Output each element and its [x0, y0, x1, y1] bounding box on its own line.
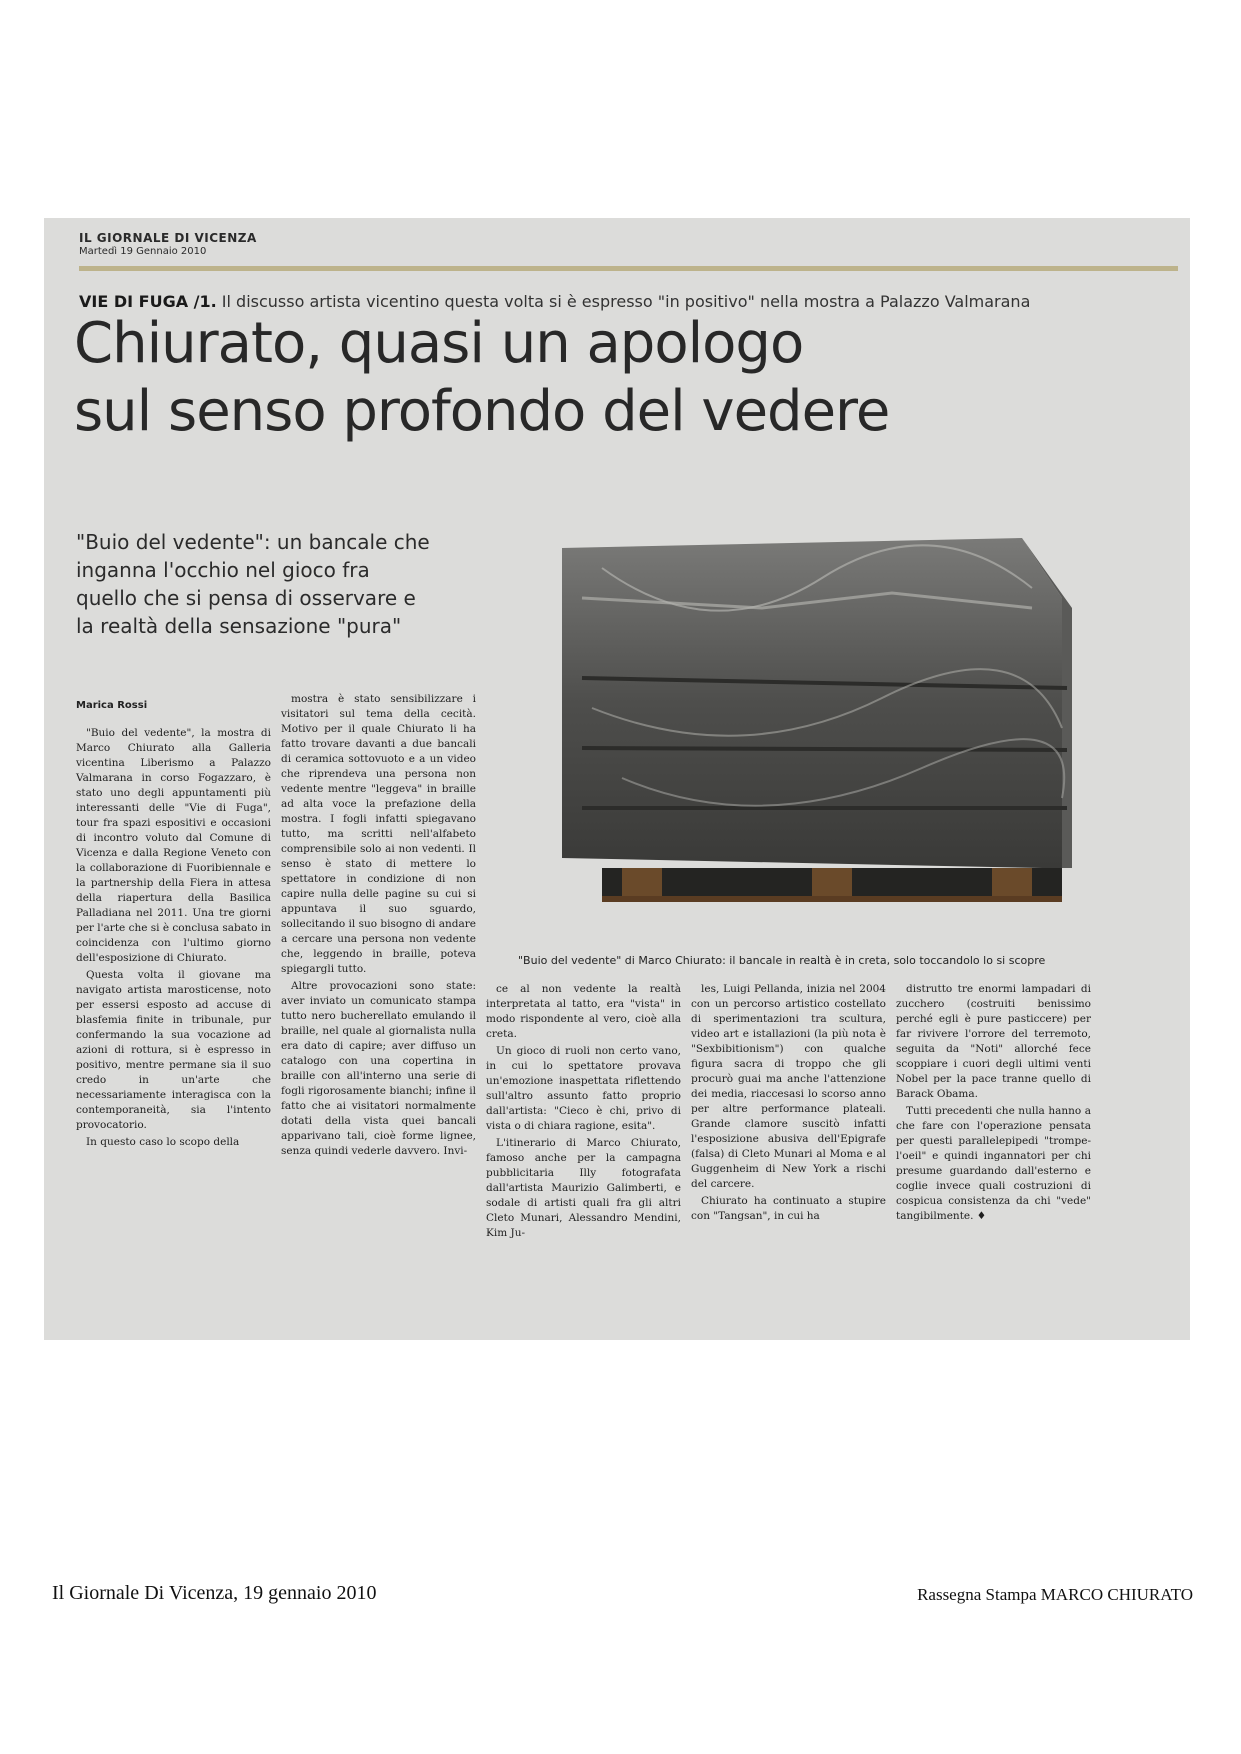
paragraph: les, Luigi Pellanda, inizia nel 2004 con un percorso artistico costellato di sperimentazioni tra scultura, video art e istallazioni (la più nota è "Sexbibitionism") con qualche figura sacra di troppo che gli procurò guai ma anche l'attenzione dei media, riaccesasi lo scorso anno per altre performance plateali. Grande clamore suscitò infatti l'esposizione abusiva dell'Epigrafe (falsa) di Cleto Munari al Moma e al Guggenheim di New York a rischi del carcere.: [691, 983, 886, 1190]
paragraph: Altre provocazioni sono state: aver inviato un comunicato stampa tutto nero bucherellato emulando il braille, nel quale al giornalista nulla era dato di capire; aver diffuso un catalogo con una copertina in braille con all'interno una serie di fogli rigorosamente bianchi; infine il fatto che ai visitatori normalmente dotati della vista quei bancali apparivano tali, cioè forme lignee, senza quindi vederle davvero. Invi-: [281, 980, 476, 1157]
subheadline: "Buio del vedente": un bancale che inganna l'occhio nel gioco fra quello che si pensa di osservare e la realtà della sensazione "pura": [76, 530, 430, 638]
paragraph: ce al non vedente la realtà interpretata al tatto, era "vista" in modo rispondente al vero, cioè alla creta.: [486, 983, 681, 1040]
photo-caption: "Buio del vedente" di Marco Chiurato: il bancale in realtà è in creta, solo toccandolo lo si scopre: [518, 954, 1046, 967]
paragraph: Tutti precedenti che nulla hanno a che fare con l'operazione pensata per questi parallelepipedi "trompe-l'oeil" e quindi ingannatori per chi presume guardando dall'esterno e coglie invece quali costruzioni di cospicua consistenza da chi "vede" tangibilmente. ♦: [896, 1105, 1091, 1222]
paragraph: Questa volta il giovane ma navigato artista marosticense, noto per essersi esposto ad accuse di blasfemia finite in tribunale, pur confermando la sua vocazione ad azioni di rottura, si è espresso in positivo, mentre permane sia il suo credo in un'arte che necessariamente interagisca con la contemporaneità, sia l'intento provocatorio.: [76, 969, 271, 1131]
headline-line-1: Chiurato, quasi un apologo: [74, 311, 804, 376]
newspaper-clipping: [44, 218, 1190, 1340]
header-rule: [79, 266, 1178, 271]
issue-date: Martedì 19 Gennaio 2010: [79, 246, 207, 257]
footer-source: Il Giornale Di Vicenza, 19 gennaio 2010: [52, 1582, 377, 1604]
paragraph: In questo caso lo scopo della: [86, 1136, 240, 1148]
paragraph: Un gioco di ruoli non certo vano, in cui lo spettatore provava un'emozione inaspettata riflettendo sull'altro assunto fatto proprio dall'artista: "Cieco è chi, privo di vista o di chiara ragione, esita".: [486, 1045, 681, 1132]
byline: Marica Rossi: [76, 700, 148, 711]
footer-press-review: Rassegna Stampa MARCO CHIURATO: [917, 1585, 1193, 1604]
paragraph: L'itinerario di Marco Chiurato, famoso anche per la campagna pubblicitaria Illy fotografata dall'artista Maurizio Galimberti, e sodale di artisti quali fra gli altri Cleto Munari, Alessandro Mendini, Kim Ju-: [486, 1137, 681, 1239]
kicker: [79, 292, 1170, 311]
article-column-3: [486, 982, 681, 1243]
paragraph: mostra è stato sensibilizzare i visitatori sul tema della cecità. Motivo per il quale Chiurato li ha fatto trovare davanti a due bancali di ceramica sottovuoto e a un video che riprendeva una persona non vedente mentre "leggeva" in braille ad alta voce la prefazione della mostra. I fogli infatti spiegavano tutto, ma scritti nell'alfabeto comprensibile solo ai non vedenti. Il senso è stato di mettere lo spettatore in condizione di non capire nulla delle pagine su cui si appuntava il suo sguardo, sollecitando il suo bisogno di andare a cercare una persona non vedente che, leggendo in braille, poteva spiegargli tutto.: [281, 693, 476, 975]
headline: [74, 310, 889, 446]
kicker-label: VIE DI FUGA /1.: [79, 292, 217, 311]
article-column-5: [896, 982, 1091, 1226]
article-column-2: [281, 692, 476, 1161]
masthead: [79, 231, 257, 257]
newspaper-name: IL GIORNALE DI VICENZA: [79, 231, 257, 245]
paragraph: Chiurato ha continuato a stupire con "Tangsan", in cui ha: [691, 1195, 886, 1222]
paragraph: "Buio del vedente", la mostra di Marco Chiurato alla Galleria vicentina Liberismo a Palazzo Valmarana in corso Fogazzaro, è stato uno degli appuntamenti più interessanti delle "Vie di Fuga", tour fra spazi espositivi e occasioni di incontro voluto dal Comune di Vicenza e dalla Regione Veneto con la collaborazione di Fuoribiennale e la partnership della Fiera in attesa della riapertura della Basilica Palladiana nel 2011. Una tre giorni per l'arte che si è conclusa sabato in coincidenza con l'ultimo giorno dell'esposizione di Chiurato.: [76, 727, 271, 964]
paragraph: distrutto tre enormi lampadari di zucchero (costruiti benissimo perché egli è pure pasticcere) per far rivivere l'orrore del terremoto, seguita da "Noti" allorché fece scoppiare i cuori degli ultimi venti Nobel per la pace tranne quello di Barack Obama.: [896, 983, 1091, 1100]
kicker-text: Il discusso artista vicentino questa volta si è espresso "in positivo" nella mostra a Palazzo Valmarana: [221, 292, 1031, 311]
article-column-1: [76, 726, 271, 1152]
article-column-4: [691, 982, 886, 1226]
headline-line-2: sul senso profondo del vedere: [74, 379, 890, 444]
